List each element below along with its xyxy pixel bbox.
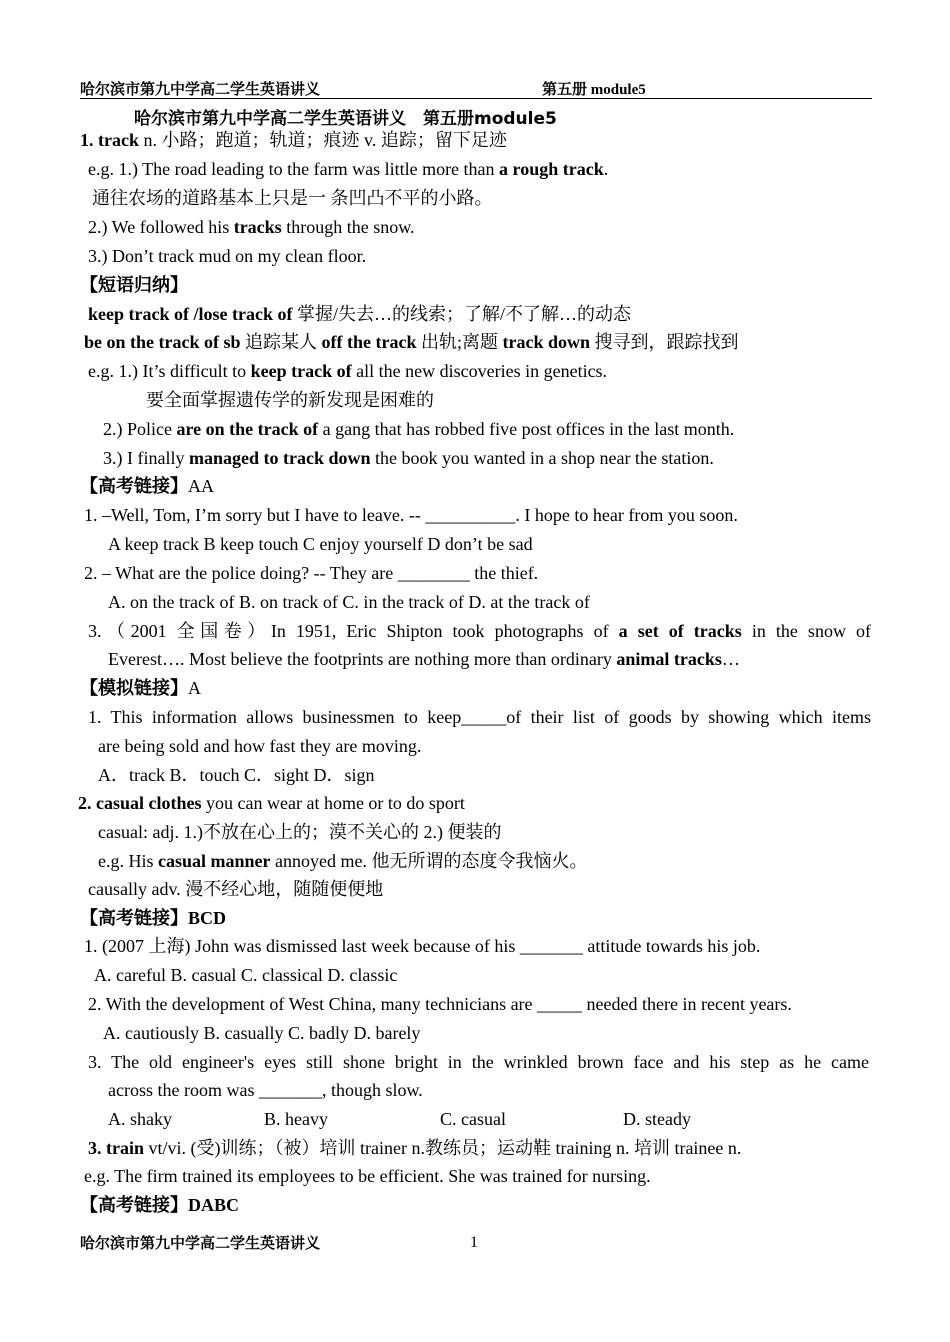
header-school: 哈尔滨市第九中学高二学生英语讲义 [80, 82, 321, 98]
example-1-translation: 通往农场的道路基本上只是一 条凹凸不平的小路。 [92, 188, 493, 208]
entry-word: 3. train [88, 1138, 144, 1158]
question-3: 3. The old engineer's eyes still shone bright in the wrinkled brown face and his step as he came [88, 1052, 869, 1072]
phrase-example-3: 3.) I finally managed to track down the book you wanted in a shop near the station. [103, 448, 714, 468]
header-module: 第五册 module5 [542, 82, 646, 98]
question-2-options: A. cautiously B. casually C. badly D. barely [103, 1023, 421, 1043]
page-header [80, 76, 872, 99]
page-number: 1 [470, 1234, 478, 1251]
example-1: e.g. 1.) The road leading to the farm was little more than a rough track. [88, 159, 609, 179]
example-2: 2.) We followed his tracks through the snow. [88, 217, 415, 237]
mock-link-heading: 【模拟链接】A [80, 678, 201, 698]
phrase-example-1: e.g. 1.) It’s difficult to keep track of all the new discoveries in genetics. [88, 361, 608, 381]
entry-track [80, 128, 507, 152]
phrase-example-1-translation: 要全面掌握遗传学的新发现是困难的 [146, 390, 434, 410]
page-footer: 哈尔滨市第九中学高二学生英语讲义 [80, 1236, 321, 1252]
entry-train: 3. train vt/vi. (受)训练；（被）培训 trainer n.教练员；运动鞋 training n. 培训 trainee n. [88, 1138, 742, 1158]
question-1: 1. –Well, Tom, I’m sorry but I have to leave. -- __________. I hope to hear from you soon. [84, 505, 738, 525]
casual-example: e.g. His casual manner annoyed me. 他无所谓的态度令我恼火。 [98, 851, 588, 871]
question-3: 3.（2001 全国卷）In 1951, Eric Shipton took photographs of a set of tracks in the snow of [88, 621, 871, 641]
answer-key: A [188, 678, 201, 698]
document-title: 哈尔滨市第九中学高二学生英语讲义 第五册module5 [134, 109, 557, 129]
question-2: 2. With the development of West China, many technicians are _____ needed there in recent years. [88, 994, 792, 1014]
train-examples: e.g. The firm trained its employees to be efficient. She was trained for nursing. [84, 1166, 651, 1186]
phrase-example-2: 2.) Police are on the track of a gang that has robbed five post offices in the last month. [103, 419, 735, 439]
question-3-option-b: B. heavy [264, 1109, 328, 1129]
entry-word: track [98, 130, 139, 150]
phrase-2: be on the track of sb 追踪某人 off the track 出轨;离题 track down 搜寻到，跟踪找到 [84, 332, 739, 352]
entry-casual: 2. casual clothes you can wear at home or to do sport [78, 793, 465, 813]
causally-definition: causally adv. 漫不经心地，随随便便地 [88, 879, 384, 899]
gaokao-link-heading: 【高考链接】DABC [80, 1195, 240, 1215]
question-1: 1. (2007 上海) John was dismissed last week because of his _______ attitude towards his job. [84, 936, 761, 956]
question-3-continued: Everest…. Most believe the footprints are nothing more than ordinary animal tracks… [108, 649, 740, 669]
entry-word: 2. casual clothes [78, 793, 202, 813]
answer-key: AA [188, 476, 214, 496]
question-3-continued: across the room was _______, though slow. [108, 1080, 423, 1100]
mock-question-1-continued: are being sold and how fast they are moving. [98, 736, 422, 756]
gaokao-link-heading: 【高考链接】BCD [80, 908, 227, 928]
question-3-option-c: C. casual [440, 1109, 506, 1129]
example-3: 3.) Don’t track mud on my clean floor. [88, 246, 367, 266]
entry-number: 1. [80, 130, 98, 150]
entry-definition: n. 小路；跑道；轨道；痕迹 v. 追踪；留下足迹 [138, 130, 507, 150]
question-3-option-a: A. shaky [108, 1109, 172, 1129]
phrase-summary-heading: 【短语归纳】 [80, 275, 188, 295]
question-1-options: A keep track B keep touch C enjoy yourself D don’t be sad [108, 534, 533, 554]
casual-definition: casual: adj. 1.)不放在心上的；漠不关心的 2.) 便装的 [98, 822, 502, 842]
question-3-option-d: D. steady [623, 1109, 691, 1129]
mock-question-1-options: A．track B．touch C．sight D．sign [98, 765, 375, 785]
question-1-options: A. careful B. casual C. classical D. classic [94, 965, 398, 985]
question-2: 2. – What are the police doing? -- They are ________ the thief. [84, 563, 539, 583]
answer-key: BCD [188, 908, 227, 928]
answer-key: DABC [188, 1195, 240, 1215]
gaokao-link-heading: 【高考链接】AA [80, 476, 214, 496]
mock-question-1: 1. This information allows businessmen to keep_____of their list of goods by showing which items [88, 707, 871, 727]
phrase-1: keep track of /lose track of 掌握/失去…的线索；了解/不了解…的动态 [88, 304, 631, 324]
question-2-options: A. on the track of B. on track of C. in the track of D. at the track of [108, 592, 590, 612]
